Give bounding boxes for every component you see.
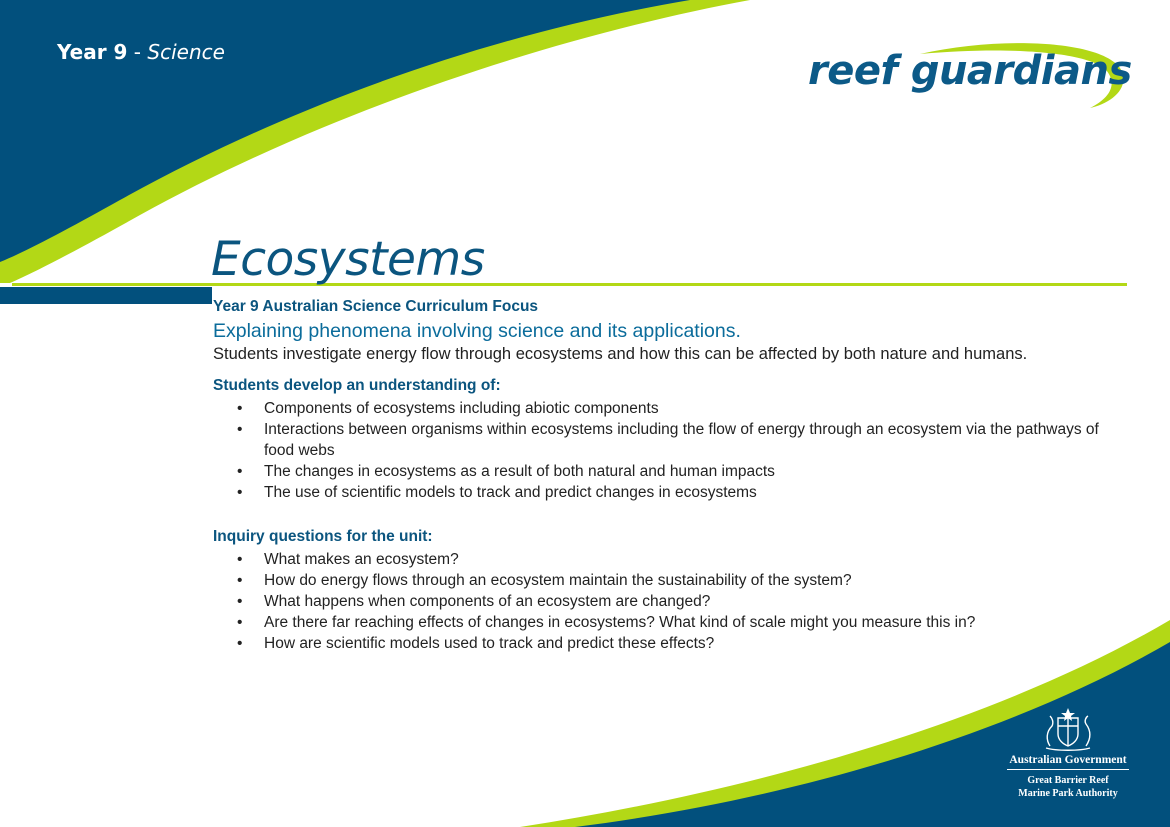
list-item-text: Components of ecosystems including abiotic components bbox=[264, 400, 659, 417]
header-subject: Science bbox=[147, 40, 225, 64]
government-name: Australian Government bbox=[1007, 754, 1129, 770]
title-underline bbox=[12, 283, 1127, 286]
list-item-text: What happens when components of an ecosystem are changed? bbox=[264, 593, 711, 610]
list-item bbox=[213, 419, 1124, 461]
inquiry-heading: Inquiry questions for the unit: bbox=[213, 528, 433, 545]
bullet-icon: • bbox=[237, 421, 243, 438]
bullet-icon: • bbox=[237, 463, 243, 480]
logo-text: reef guardians bbox=[808, 48, 1132, 94]
list-item bbox=[213, 633, 1124, 654]
curriculum-focus-heading: Year 9 Australian Science Curriculum Focus bbox=[213, 298, 539, 315]
header-separator: - bbox=[127, 40, 148, 64]
bullet-icon: • bbox=[237, 484, 243, 501]
list-item-text: How are scientific models used to track and predict these effects? bbox=[264, 635, 715, 652]
authority-line-1: Great Barrier Reef bbox=[1027, 775, 1109, 786]
bullet-icon: • bbox=[237, 551, 243, 568]
bullet-icon: • bbox=[237, 572, 243, 589]
list-item-text: How do energy flows through an ecosystem maintain the sustainability of the system? bbox=[264, 572, 852, 589]
bullet-icon: • bbox=[237, 593, 243, 610]
list-item bbox=[213, 482, 1124, 503]
list-item bbox=[213, 461, 1124, 482]
list-item bbox=[213, 398, 1124, 419]
reef-guardians-logo bbox=[800, 40, 1140, 115]
list-item bbox=[213, 612, 1124, 633]
curriculum-focus-description: Students investigate energy flow through ecosystems and how this can be affected by both nature and humans. bbox=[213, 345, 1028, 363]
list-item bbox=[213, 591, 1124, 612]
header-subject-tag bbox=[57, 40, 225, 64]
list-item bbox=[213, 549, 1124, 570]
government-logo bbox=[1003, 706, 1133, 800]
bullet-icon: • bbox=[237, 614, 243, 631]
list-item bbox=[213, 570, 1124, 591]
list-item-text: The changes in ecosystems as a result of both natural and human impacts bbox=[264, 463, 775, 480]
authority-line-2: Marine Park Authority bbox=[1018, 788, 1118, 799]
curriculum-focus-subheading: Explaining phenomena involving science and its applications. bbox=[213, 320, 741, 342]
left-navy-bar bbox=[0, 287, 212, 304]
bullet-icon: • bbox=[237, 635, 243, 652]
list-item-text: Interactions between organisms within ecosystems including the flow of energy through an ecosystem via the pathways of food webs bbox=[264, 421, 1099, 459]
page-title: Ecosystems bbox=[211, 232, 485, 287]
understanding-heading: Students develop an understanding of: bbox=[213, 377, 501, 394]
understanding-list bbox=[213, 398, 1113, 503]
bullet-icon: • bbox=[237, 400, 243, 417]
header-year: Year 9 bbox=[57, 40, 128, 64]
list-item-text: Are there far reaching effects of changes in ecosystems? What kind of scale might you measure this in? bbox=[264, 614, 976, 631]
list-item-text: The use of scientific models to track and predict changes in ecosystems bbox=[264, 484, 757, 501]
coat-of-arms-icon bbox=[1036, 706, 1100, 752]
authority-name bbox=[1003, 774, 1133, 800]
main-content bbox=[213, 297, 1113, 654]
list-item-text: What makes an ecosystem? bbox=[264, 551, 459, 568]
inquiry-list bbox=[213, 549, 1113, 654]
